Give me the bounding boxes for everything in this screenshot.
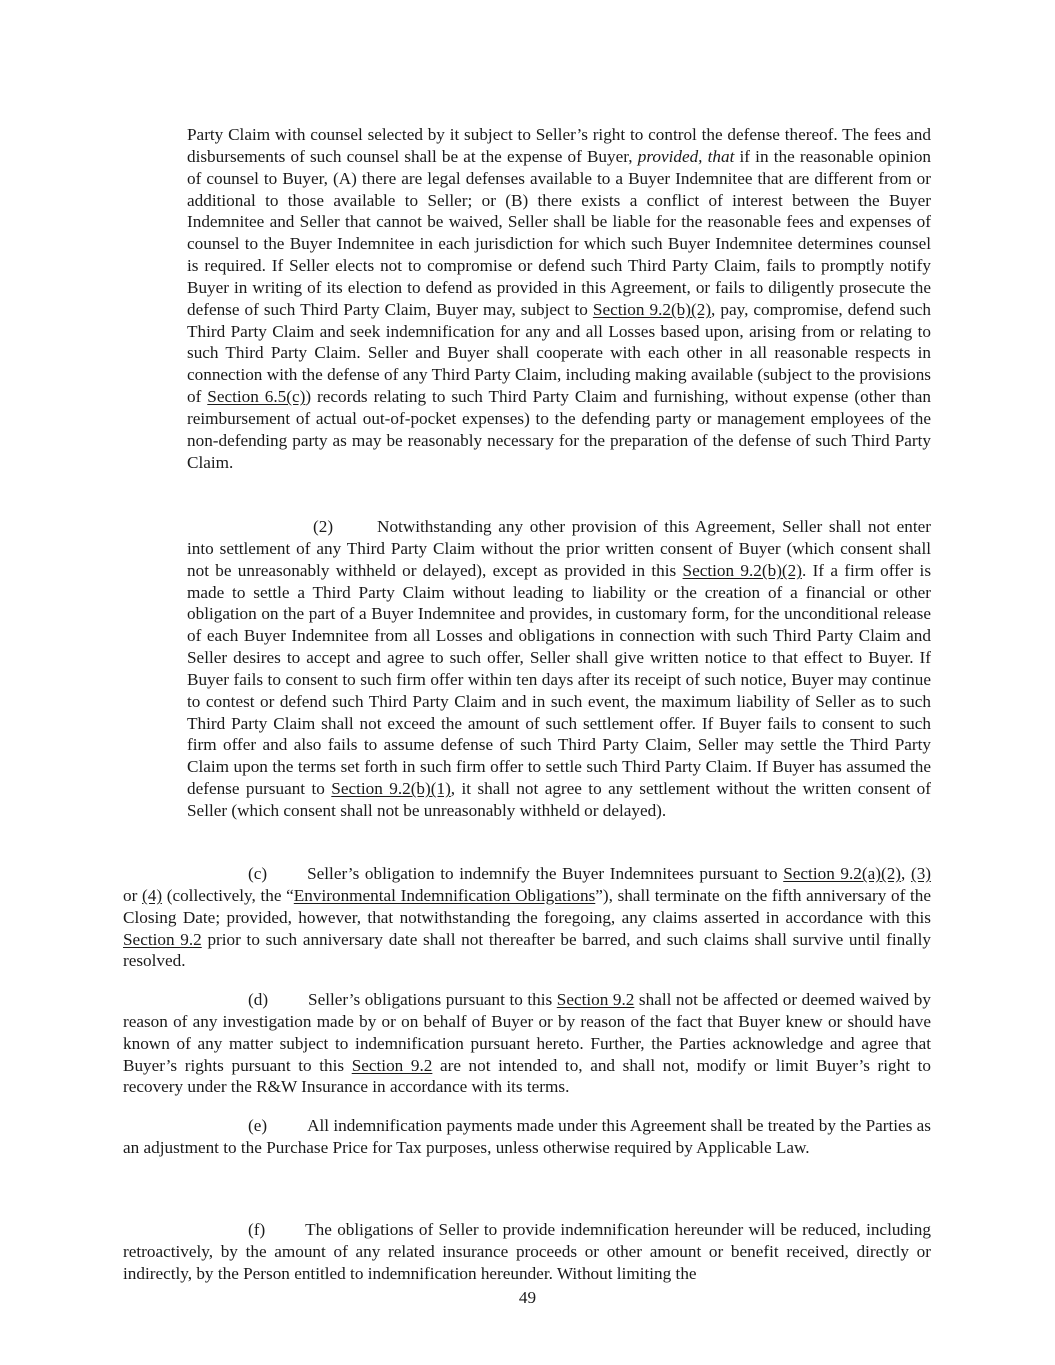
section-reference: Section 9.2(b)(1) bbox=[331, 779, 451, 799]
paragraph-number: (c) bbox=[248, 864, 268, 883]
paragraph-e bbox=[123, 1115, 931, 1159]
text-run: Seller’s obligation to indemnify the Buyer Indemnitees pursuant to bbox=[307, 864, 784, 883]
section-reference: Section 9.2 bbox=[556, 990, 635, 1009]
section-reference: Section 6.5(c) bbox=[207, 387, 306, 407]
text-run: if in the reasonable opinion of counsel to Buyer, (A) there are legal defenses available to a Buyer Indemnitee that are different from or additional to those available to Seller; or (B) there exists a conflict of interest between the Buyer Indemnitee and Seller that cannot be waived, Seller shall be liable for the reasonable fees and expenses of counsel to the Buyer Indemnitee in each jurisdiction for which such Buyer Indemnitee determines counsel is required. If Seller elects not to compromise or defend such Third Party Claim, fails to promptly notify Buyer in writing of its election to defend as provided in this Agreement, or fails to diligently prosecute the defense of such Third Party Claim, Buyer may, subject to bbox=[187, 146, 932, 319]
text-run: , it shall not agree to any settlement without the written consent of Seller (which consent shall not be unreasonably withheld or delayed). bbox=[187, 779, 931, 820]
text-run: All indemnification payments made under this Agreement shall be treated by the Parties as an adjustment to the Purchase Price for Tax purposes, unless otherwise required by Applicable Law. bbox=[123, 1116, 931, 1157]
paragraph-number: (f) bbox=[248, 1220, 266, 1239]
text-run: , bbox=[901, 864, 911, 883]
paragraph-number: (2) bbox=[313, 517, 334, 536]
section-reference: Section 9.2(a)(2) bbox=[783, 864, 902, 883]
italic-term: provided, that bbox=[637, 146, 735, 166]
defined-term: Environmental Indemnification Obligations bbox=[293, 885, 596, 905]
text-run: ”), shall terminate on the fifth anniversary of the Closing Date; provided, however, that notwithstanding the foregoing, any claims asserted in accordance with this bbox=[123, 885, 931, 927]
page-number: 49 bbox=[518, 1288, 537, 1307]
paragraph-d bbox=[123, 989, 931, 1098]
paragraph-f bbox=[123, 1219, 931, 1285]
paragraph-b2 bbox=[187, 516, 931, 822]
text-run: ) records relating to such Third Party Claim and furnishing, without expense (other than reimbursement of actual out-of-pocket expenses) to the defending party or management employees of the non-defending party as may be reasonably necessary for the preparation of the defense of such Third Party Claim. bbox=[187, 387, 931, 472]
text-run: Party Claim with counsel selected by it subject to Seller’s right to control the defense thereof. The fees and disbursements of such counsel shall be at the expense of Buyer, bbox=[187, 125, 931, 166]
section-reference: (4) bbox=[142, 885, 163, 905]
section-reference: Section 9.2(b)(2) bbox=[682, 560, 802, 580]
text-run: The obligations of Seller to provide indemnification hereunder will be reduced, including retroactively, by the amount of any related insurance proceeds or other amount or benefit received, directly or indirectly, by the Person entitled to indemnification hereunder. Without limiting the bbox=[123, 1220, 931, 1283]
paragraph-b1-continued bbox=[187, 124, 931, 474]
text-run: or bbox=[123, 885, 142, 905]
text-run: shall not be affected or deemed waived by reason of any investigation made by or on behalf of Buyer or by reason of the fact that Buyer knew or should have known of any matter subject to indemnification pursuant hereto. Further, the Parties acknowledge and agree that Buyer’s rights pursuant to this bbox=[123, 990, 931, 1075]
section-reference: Section 9.2 bbox=[351, 1055, 433, 1075]
text-run: prior to such anniversary date shall not thereafter be barred, and such claims shall survive until finally resolved. bbox=[123, 929, 932, 971]
text-run: Seller’s obligations pursuant to this bbox=[308, 990, 557, 1009]
paragraph-number: (d) bbox=[248, 990, 269, 1009]
section-reference: Section 9.2 bbox=[123, 929, 202, 949]
text-run: . If a firm offer is made to settle a Third Party Claim without leading to liability or the creation of a financial or other obligation on the part of a Buyer Indemnitee and provides, in customary form, for the unconditional release of each Buyer Indemnitee from all Losses and obligations in connection with such Third Party Claim and Seller desires to accept and agree to such offer, Seller shall give written notice to that effect to Buyer. If Buyer fails to consent to such firm offer within ten days after its receipt of such notice, Buyer may continue to contest or defend such Third Party Claim and in such event, the maximum liability of Seller as to such Third Party Claim shall not exceed the amount of such settlement offer. If Buyer fails to consent to such firm offer and also fails to assume defense of such Third Party Claim, Seller may settle the Third Party Claim upon the terms set forth in such firm offer to settle such Third Party Claim. If Buyer has assumed the defense pursuant to bbox=[187, 560, 932, 799]
section-reference: (3) bbox=[910, 864, 932, 883]
section-reference: Section 9.2(b)(2) bbox=[592, 299, 712, 319]
text-run: (collectively, the “ bbox=[162, 885, 294, 905]
text-run: Notwithstanding any other provision of this Agreement, Seller shall not enter into settlement of any Third Party Claim without the prior written consent of Buyer (which consent shall not be unreasonably withheld or delayed), except as provided in this bbox=[187, 517, 931, 580]
paragraph-number: (e) bbox=[248, 1116, 268, 1135]
text-run: , pay, compromise, defend such Third Party Claim and seek indemnification for any and all Losses based upon, arising from or relating to such Third Party Claim. Seller and Buyer shall cooperate with each other in all reasonable respects in connection with the defense of any Third Party Claim, including making available (subject to the provisions of bbox=[187, 299, 931, 407]
text-run: are not intended to, and shall not, modify or limit Buyer’s right to recovery under the R&W Insurance in accordance with its terms. bbox=[123, 1055, 931, 1097]
paragraph-c bbox=[123, 863, 931, 972]
